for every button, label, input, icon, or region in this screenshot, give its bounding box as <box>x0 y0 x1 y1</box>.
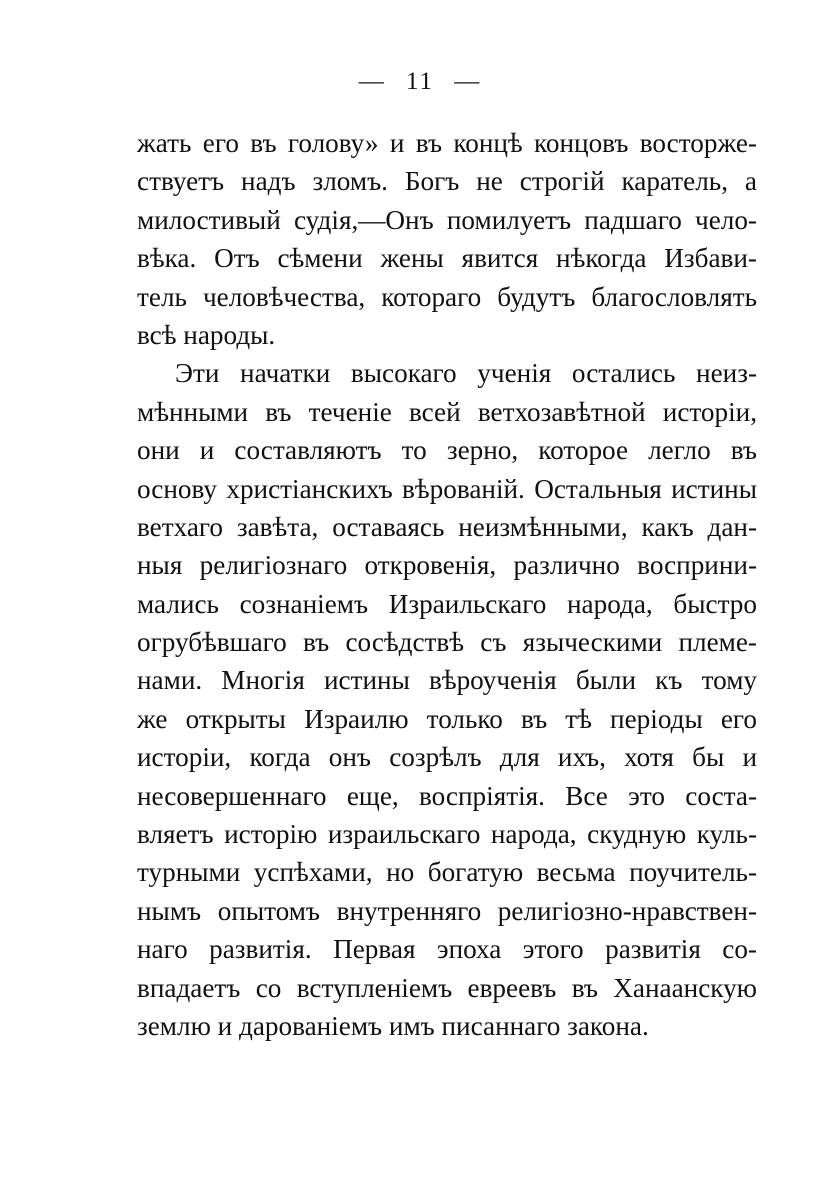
text-line: всѣ народы. <box>137 319 276 350</box>
page-header <box>0 68 840 96</box>
text-line: ствуетъ надъ зломъ. Богъ не строгій каратель, а <box>137 166 757 197</box>
text-line: вляетъ исторію израильскаго народа, скудную куль- <box>137 819 757 850</box>
header-dash-right: — <box>454 68 482 95</box>
page-number: 11 <box>405 68 435 95</box>
text-line: ветхаго завѣта, оставаясь неизмѣнными, какъ дан- <box>137 511 757 542</box>
text-line: нами. Многія истины вѣроученія были къ тому <box>137 665 757 696</box>
paragraph-1 <box>137 124 757 354</box>
text-line: ныя религіознаго откровенія, различно восприни- <box>137 550 757 581</box>
text-line: наго развитія. Первая эпоха этого развитія со- <box>137 934 757 965</box>
text-line: впадаетъ со вступленіемъ евреевъ въ Ханаанскую <box>137 972 757 1003</box>
text-line: несовершеннаго еще, воспріятія. Все это соста- <box>137 780 757 811</box>
text-line: Эти начатки высокаго ученія остались неиз- <box>175 358 757 389</box>
text-line: вѣка. Отъ сѣмени жены явится нѣкогда Избави- <box>137 243 757 274</box>
text-line: милостивый судія,—Онъ помилуетъ падшаго чело- <box>137 204 757 235</box>
text-line: мались сознаніемъ Израильскаго народа, быстро <box>137 588 757 619</box>
text-line: основу христіанскихъ вѣрованій. Остальныя истины <box>137 473 757 504</box>
text-line: же открыты Израилю только въ тѣ періоды его <box>137 703 757 734</box>
paragraph-2 <box>137 354 757 1045</box>
header-dash-left: — <box>358 68 386 95</box>
text-line: тель человѣчества, котораго будутъ благословлять <box>137 281 757 312</box>
text-line: жать его въ голову» и въ концѣ концовъ восторже- <box>137 128 757 158</box>
text-line: землю и дарованіемъ имъ писаннаго закона. <box>137 1010 649 1041</box>
body-text <box>137 124 757 1045</box>
text-line: они и составляютъ то зерно, которое легло въ <box>137 435 757 466</box>
text-line: мѣнными въ теченіе всей ветхозавѣтной исторіи, <box>137 396 757 427</box>
text-line: турными успѣхами, но богатую весьма поучитель- <box>137 857 757 888</box>
text-line: исторіи, когда онъ созрѣлъ для ихъ, хотя бы и <box>137 742 757 773</box>
text-line: огрубѣвшаго въ сосѣдствѣ съ языческими племе- <box>137 627 757 658</box>
text-line: нымъ опытомъ внутренняго религіозно-нравствен- <box>137 895 757 926</box>
